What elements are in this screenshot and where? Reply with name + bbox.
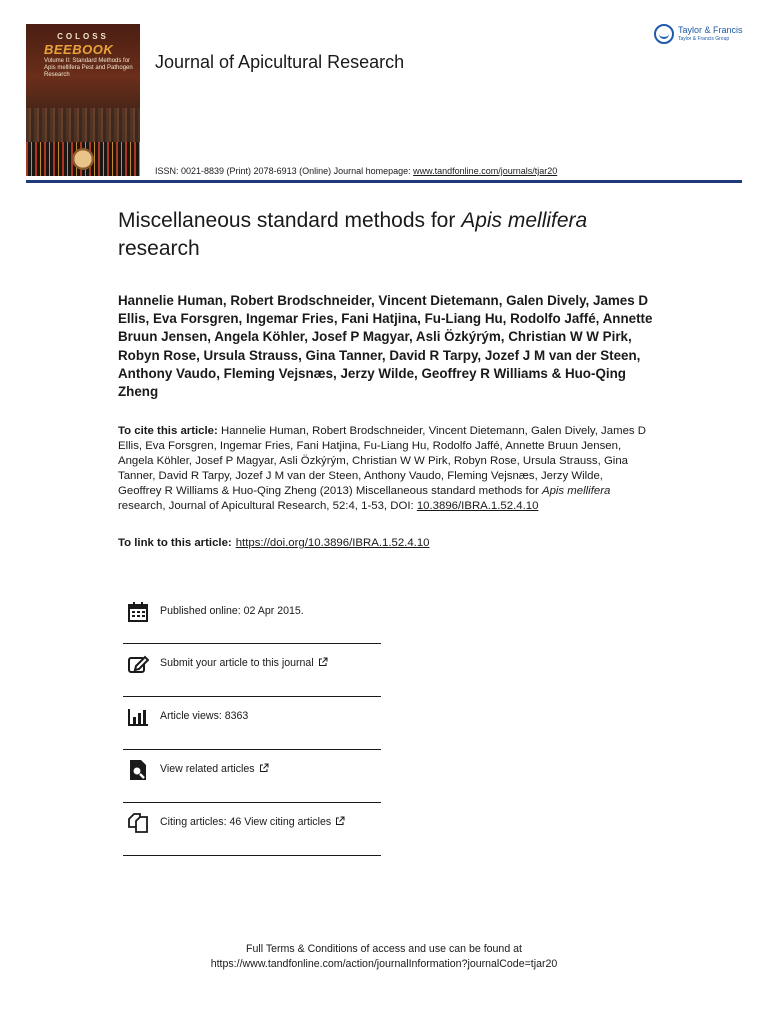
cover-subtitle: Volume II: Standard Methods for Apis mellifera Pest and Pathogen Research xyxy=(44,58,133,78)
cover-brand: BEEBOOK xyxy=(44,42,114,57)
external-link-icon xyxy=(259,763,269,773)
related-label: View related articles xyxy=(160,763,255,775)
doi-link[interactable]: 10.3896/IBRA.1.52.4.10 xyxy=(416,499,539,512)
cover-illustration xyxy=(26,108,140,144)
citation-block xyxy=(118,424,648,513)
publisher-logo-icon xyxy=(654,24,674,44)
author-list: Hannelie Human, Robert Brodschneider, Vincent Dietemann, Galen Dively, James D Ellis, Eva Forsgren, Ingemar Fries, Fani Hatjina, Fu-Liang Hu, Rodolfo Jaffé, Annette Bruun Jensen, Angela Köhler, Josef P Magyar, Asli Özkýrým, Christian W W Pirk, Robyn Rose, Ursula Strauss, Gina Tanner, David R Tarpy, Jozef J M van der Steen, Anthony Vaudo, Fleming Vejsnæs, Jerzy Wilde, Geoffrey R Williams & Huo-Qing Zheng xyxy=(118,293,653,400)
link-label: To link to this article: xyxy=(118,537,232,549)
title-species: Apis mellifera xyxy=(461,209,588,232)
views-row xyxy=(123,697,381,750)
external-link-icon xyxy=(318,657,328,667)
issn-line xyxy=(155,166,557,176)
terms-footer xyxy=(0,942,768,972)
bar-chart-icon xyxy=(127,706,149,728)
published-row xyxy=(123,592,381,644)
title-suffix: research xyxy=(118,237,200,260)
publisher-name: Taylor & Francis xyxy=(678,25,743,35)
external-link-icon xyxy=(335,816,345,826)
article-title xyxy=(118,207,678,263)
related-row[interactable] xyxy=(123,750,381,803)
citing-documents-icon xyxy=(127,812,149,834)
search-document-icon xyxy=(127,759,149,781)
citation-text-end: research, Journal of Apicultural Research, 52:4, 1-53, DOI: xyxy=(118,499,417,512)
cover-series: COLOSS xyxy=(57,32,109,41)
article-link-line xyxy=(118,537,430,549)
terms-text: Full Terms & Conditions of access and use can be found at xyxy=(246,943,522,955)
journal-cover-image xyxy=(26,24,140,176)
citing-row[interactable] xyxy=(123,803,381,856)
calendar-icon xyxy=(127,601,149,623)
article-info-box xyxy=(123,592,381,856)
published-date: Published online: 02 Apr 2015. xyxy=(160,605,304,617)
citing-articles-link[interactable] xyxy=(160,816,345,828)
publisher-logo[interactable] xyxy=(654,22,754,48)
title-prefix: Miscellaneous standard methods for xyxy=(118,209,462,232)
edit-icon xyxy=(127,653,149,675)
issn-text: ISSN: 0021-8839 (Print) 2078-6913 (Online) Journal homepage: xyxy=(155,166,414,176)
submit-label: Submit your article to this journal xyxy=(160,657,314,669)
journal-name: Journal of Apicultural Research xyxy=(155,52,405,72)
terms-url[interactable]: https://www.tandfonline.com/action/journalInformation?journalCode=tjar20 xyxy=(210,958,558,970)
citing-label: Citing articles: 46 View citing articles xyxy=(160,816,332,828)
publisher-group: Taylor & Francis Group xyxy=(678,36,730,42)
related-articles-link[interactable] xyxy=(160,763,269,775)
article-doi-url[interactable]: https://doi.org/10.3896/IBRA.1.52.4.10 xyxy=(235,537,430,549)
journal-homepage-link[interactable]: www.tandfonline.com/journals/tjar20 xyxy=(413,166,558,176)
header-divider xyxy=(26,180,742,183)
article-views: Article views: 8363 xyxy=(160,710,249,722)
citation-label: To cite this article: xyxy=(118,425,218,437)
submit-row[interactable] xyxy=(123,644,381,697)
cover-bee-emblem xyxy=(72,148,94,170)
citation-text: Hannelie Human, Robert Brodschneider, Vincent Dietemann, Galen Dively, James D Ellis, Eva Forsgren, Ingemar Fries, Fani Hatjina, Fu-Liang Hu, Rodolfo Jaffé, Annette Bruun Jensen, Angela Köhler, Josef P Magyar, Asli Özkýrým, Christian W W Pirk, Robyn Rose, Ursula Strauss, Gina Tanner, David R Tarpy, Jozef J M van der Steen, Anthony Vaudo, Fleming Vejsnæs, Jerzy Wilde, Geoffrey R Williams & Huo-Qing Zheng (2013) Miscellaneous standard methods for xyxy=(118,425,647,497)
citation-species: Apis mellifera xyxy=(541,484,611,497)
submit-article-link[interactable] xyxy=(160,657,328,669)
